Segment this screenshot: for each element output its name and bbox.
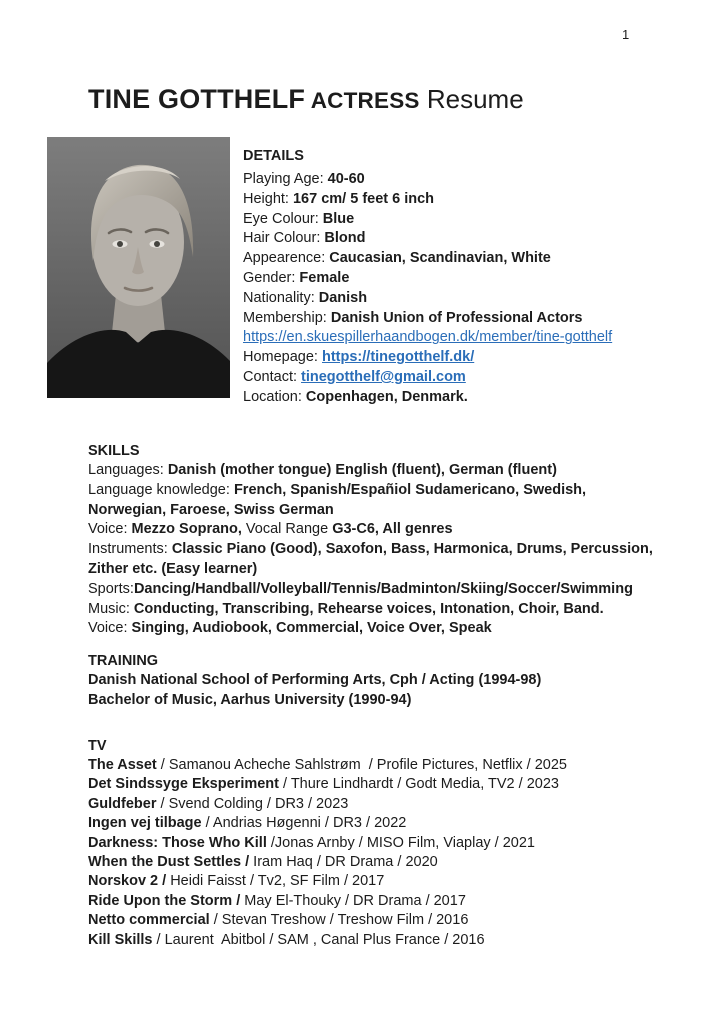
- text-segment: French, Spanish/Españiol Sudamericano, Swedish, Norwegian, Faroese, Swiss German: [88, 481, 591, 518]
- hyperlink[interactable]: https://en.skuespillerhaandbogen.dk/member/tine-gotthelf: [243, 329, 613, 346]
- section-heading-tv: TV: [88, 738, 107, 754]
- skills-section: [88, 441, 658, 639]
- detail-line-playing-age: [243, 170, 663, 190]
- text-segment: Netto commercial: [88, 912, 210, 929]
- text-segment: Languages:: [88, 462, 168, 478]
- text-segment: Blue: [322, 210, 355, 227]
- text-segment: /Jonas Arnby / MISO Film, Viaplay / 2021: [266, 834, 535, 851]
- skill-line-voice-range: [88, 520, 658, 540]
- page-number: 1: [622, 27, 630, 42]
- text-segment: Kill Skills: [88, 931, 153, 948]
- text-segment: Iram Haq / DR Drama / 2020: [249, 854, 438, 871]
- text-segment: Instruments:: [88, 541, 172, 558]
- text-segment: Eye Colour:: [243, 210, 323, 227]
- text-segment: Height:: [243, 190, 293, 207]
- text-segment: / Thure Lindhardt / Godt Media, TV2 / 2023: [279, 776, 559, 793]
- tv-credit-row: [88, 931, 658, 950]
- text-segment: The Asset: [88, 757, 157, 773]
- text-segment: Danish: [318, 289, 368, 306]
- text-segment: Language knowledge:: [88, 481, 234, 498]
- text-segment: / Stevan Treshow / Treshow Film / 2016: [209, 912, 469, 929]
- detail-line-height: [243, 190, 663, 210]
- tv-credit-row: [88, 872, 658, 891]
- detail-line-appearance: [243, 249, 663, 269]
- text-segment: Gender:: [243, 269, 300, 286]
- text-segment: Copenhagen, Denmark.: [305, 388, 468, 405]
- section-heading-details: DETAILS: [243, 148, 304, 164]
- text-segment: Vocal Range: [241, 521, 333, 538]
- hyperlink[interactable]: https://tinegotthelf.dk/: [322, 349, 475, 366]
- tv-credit-row: [88, 853, 658, 872]
- tv-credit-row: [88, 814, 658, 833]
- text-segment: Darkness: Those Who Kill: [88, 834, 267, 851]
- text-segment: Hair Colour:: [243, 230, 325, 247]
- hyperlink[interactable]: tinegotthelf@gmail.com: [301, 368, 466, 385]
- text-segment: / Andrias Høgenni / DR3 / 2022: [201, 815, 407, 832]
- text-segment: Conducting, Transcribing, Rehearse voices, Intonation, Choir, Band.: [133, 600, 604, 617]
- text-segment: When the Dust Settles /: [88, 854, 250, 871]
- text-segment: Classic Piano (Good), Saxofon, Bass, Harmonica, Drums, Percussion, Zither etc. (Easy learner): [88, 541, 657, 577]
- text-segment: Norskov 2 /: [88, 873, 167, 890]
- tv-credit-row: [88, 756, 658, 775]
- detail-line-eye-colour: [243, 210, 663, 230]
- text-segment: Ride Upon the Storm /: [88, 892, 241, 909]
- text-segment: / Svend Colding / DR3 / 2023: [156, 795, 349, 812]
- detail-line-membership-url: [243, 328, 663, 348]
- skill-line-language-knowledge: [88, 481, 658, 521]
- title-name: TINE GOTTHELF: [88, 84, 306, 114]
- text-segment: Music:: [88, 600, 134, 617]
- skill-line-instruments: [88, 540, 658, 580]
- skill-line-languages: [88, 461, 658, 481]
- text-segment: Appearence:: [243, 250, 330, 267]
- detail-line-contact: [243, 368, 663, 388]
- text-segment: Mezzo Soprano,: [131, 521, 242, 538]
- text-segment: / Laurent Abitbol / SAM , Canal Plus France / 2016: [152, 931, 485, 948]
- tv-credit-row: [88, 795, 658, 814]
- tv-credit-row: [88, 911, 658, 930]
- text-segment: Location:: [243, 388, 306, 405]
- text-segment: Voice:: [88, 620, 132, 637]
- text-segment: Blond: [324, 230, 366, 247]
- title-suffix: Resume: [419, 84, 524, 114]
- details-section: [243, 146, 663, 408]
- text-segment: Membership:: [243, 309, 331, 326]
- training-line-acting-school: [88, 671, 658, 691]
- text-segment: Danish (mother tongue) English (fluent), German (fluent): [167, 462, 557, 478]
- text-segment: Bachelor of Music, Aarhus University (1990-94): [88, 691, 412, 708]
- text-segment: 167 cm/ 5 feet 6 inch: [292, 190, 435, 207]
- text-segment: Homepage:: [243, 349, 322, 366]
- headshot-image: [47, 137, 230, 398]
- title-role: ACTRESS: [305, 88, 420, 113]
- text-segment: Caucasian, Scandinavian, White: [329, 250, 551, 267]
- text-segment: Danish National School of Performing Arts, Cph / Acting (1994-98): [88, 672, 542, 688]
- skill-line-music: [88, 600, 658, 620]
- text-segment: Sports:: [88, 580, 134, 597]
- detail-line-gender: [243, 269, 663, 289]
- tv-credit-row: [88, 892, 658, 911]
- detail-line-membership: [243, 309, 663, 329]
- detail-line-homepage: [243, 348, 663, 368]
- text-segment: Heidi Faisst / Tv2, SF Film / 2017: [166, 873, 385, 890]
- text-segment: Playing Age:: [243, 171, 328, 187]
- section-heading-skills: SKILLS: [88, 443, 140, 459]
- tv-section: [88, 736, 658, 950]
- tv-credit-row: [88, 775, 658, 794]
- page-title: [88, 84, 524, 115]
- detail-line-nationality: [243, 289, 663, 309]
- text-segment: Female: [299, 269, 350, 286]
- text-segment: Singing, Audiobook, Commercial, Voice Over, Speak: [131, 620, 492, 637]
- training-section: [88, 651, 658, 711]
- tv-credit-row: [88, 834, 658, 853]
- text-segment: Danish Union of Professional Actors: [330, 309, 583, 326]
- text-segment: / Samanou Acheche Sahlstrøm / Profile Pictures, Netflix / 2025: [156, 757, 567, 773]
- text-segment: Guldfeber: [88, 795, 157, 812]
- text-segment: Contact:: [243, 368, 302, 385]
- skill-line-sports: [88, 580, 658, 600]
- text-segment: May El-Thouky / DR Drama / 2017: [240, 892, 466, 909]
- text-segment: Voice:: [88, 521, 132, 538]
- training-line-bachelor: [88, 691, 658, 711]
- text-segment: G3-C6, All genres: [332, 521, 453, 538]
- skill-line-voice-work: [88, 619, 658, 639]
- text-segment: Ingen vej tilbage: [88, 815, 202, 832]
- headshot-photo: [47, 137, 230, 398]
- text-segment: Nationality:: [243, 289, 319, 306]
- detail-line-hair-colour: [243, 229, 663, 249]
- detail-line-location: [243, 388, 663, 408]
- text-segment: 40-60: [327, 171, 365, 187]
- text-segment: Dancing/Handball/Volleyball/Tennis/Badminton/Skiing/Soccer/Swimming: [133, 580, 633, 597]
- section-heading-training: TRAINING: [88, 653, 159, 669]
- text-segment: Det Sindssyge Eksperiment: [88, 776, 279, 793]
